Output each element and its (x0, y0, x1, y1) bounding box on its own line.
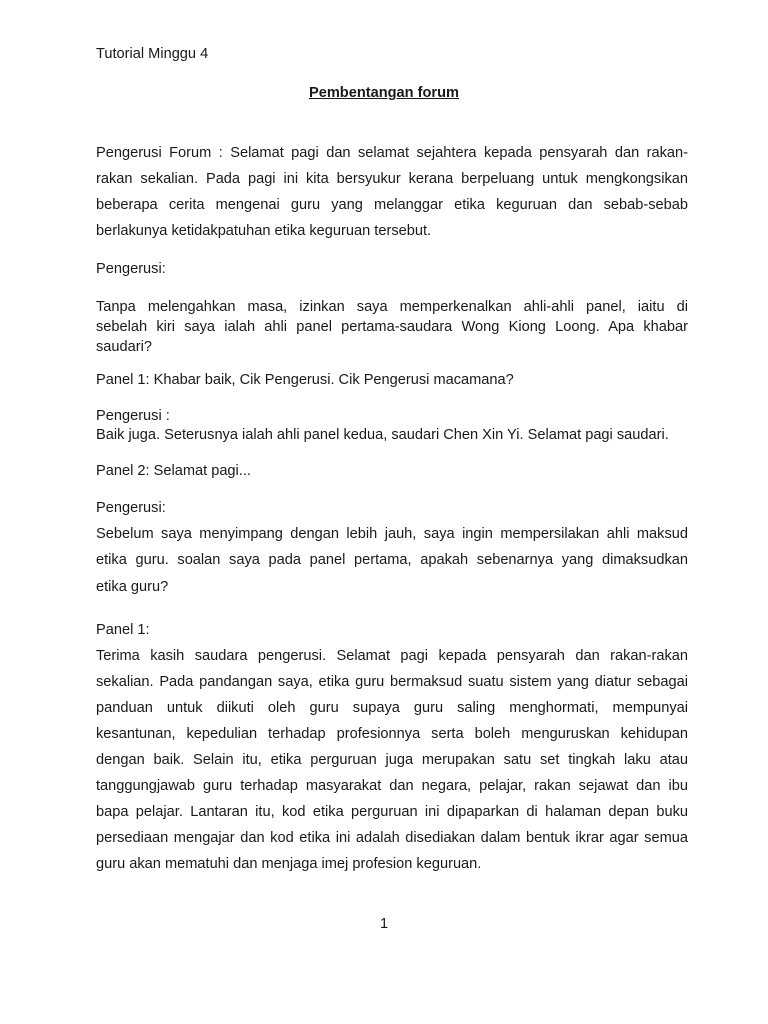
dialogue-line: Panel 1: Khabar baik, Cik Pengerusi. Cik Pengerusi macamana? (96, 372, 514, 388)
paragraph-line: bapa pelajar. Lantaran itu, kod etika perguruan ini dipaparkan di halaman depan buku (96, 804, 688, 820)
paragraph-line: dengan baik. Selain itu, etika perguruan juga merupakan satu set tingkah laku atau (96, 752, 688, 768)
paragraph-line: rakan sekalian. Pada pagi ini kita bersyukur kerana berpeluang untuk mengkongsikan (96, 171, 688, 187)
paragraph-line: sekalian. Pada pandangan saya, etika guru bermaksud suatu sistem yang diatur sebagai (96, 674, 688, 690)
paragraph-line: Pengerusi Forum : Selamat pagi dan selamat sejahtera kepada pensyarah dan rakan- (96, 145, 688, 161)
header-label: Tutorial Minggu 4 (96, 46, 209, 62)
paragraph-line: beberapa cerita mengenai guru yang melanggar etika keguruan dan sebab-sebab (96, 197, 688, 213)
speaker-label: Panel 1: (96, 622, 150, 638)
dialogue-line: Panel 2: Selamat pagi... (96, 463, 251, 479)
paragraph-line: berlakunya ketidakpatuhan etika keguruan tersebut. (96, 223, 432, 239)
paragraph-line: guru akan mematuhi dan menjaga imej profesion keguruan. (96, 856, 482, 872)
speaker-label: Pengerusi: (96, 261, 166, 277)
paragraph-line: etika guru. soalan saya pada panel pertama, apakah sebenarnya yang dimaksudkan (96, 552, 688, 568)
paragraph-line: kesantunan, kepedulian terhadap profesionnya serta boleh menguruskan kehidupan (96, 726, 688, 742)
paragraph-line: persediaan mengajar dan kod etika ini adalah disediakan dalam bentuk ikrar agar semua (96, 830, 688, 846)
paragraph-line: etika guru? (96, 579, 169, 595)
document-title: Pembentangan forum (308, 85, 459, 101)
speaker-label: Pengerusi: (96, 500, 166, 516)
paragraph-line: Terima kasih saudara pengerusi. Selamat pagi kepada pensyarah dan rakan-rakan (96, 648, 688, 664)
speaker-label: Pengerusi : (96, 408, 170, 424)
page-number: 1 (379, 916, 389, 932)
paragraph-line: panduan untuk diikuti oleh guru supaya guru saling menghormati, mempunyai (96, 700, 688, 716)
paragraph-line: Tanpa melengahkan masa, izinkan saya memperkenalkan ahli-ahli panel, iaitu di (96, 299, 688, 315)
paragraph-line: saudari? (96, 339, 152, 355)
paragraph-line: tanggungjawab guru terhadap masyarakat dan negara, pelajar, rakan sejawat dan ibu (96, 778, 688, 794)
paragraph-line: sebelah kiri saya ialah ahli panel pertama-saudara Wong Kiong Loong. Apa khabar (96, 319, 688, 335)
paragraph-line: Sebelum saya menyimpang dengan lebih jauh, saya ingin mempersilakan ahli maksud (96, 526, 688, 542)
dialogue-line: Baik juga. Seterusnya ialah ahli panel kedua, saudari Chen Xin Yi. Selamat pagi saudari. (96, 427, 669, 443)
